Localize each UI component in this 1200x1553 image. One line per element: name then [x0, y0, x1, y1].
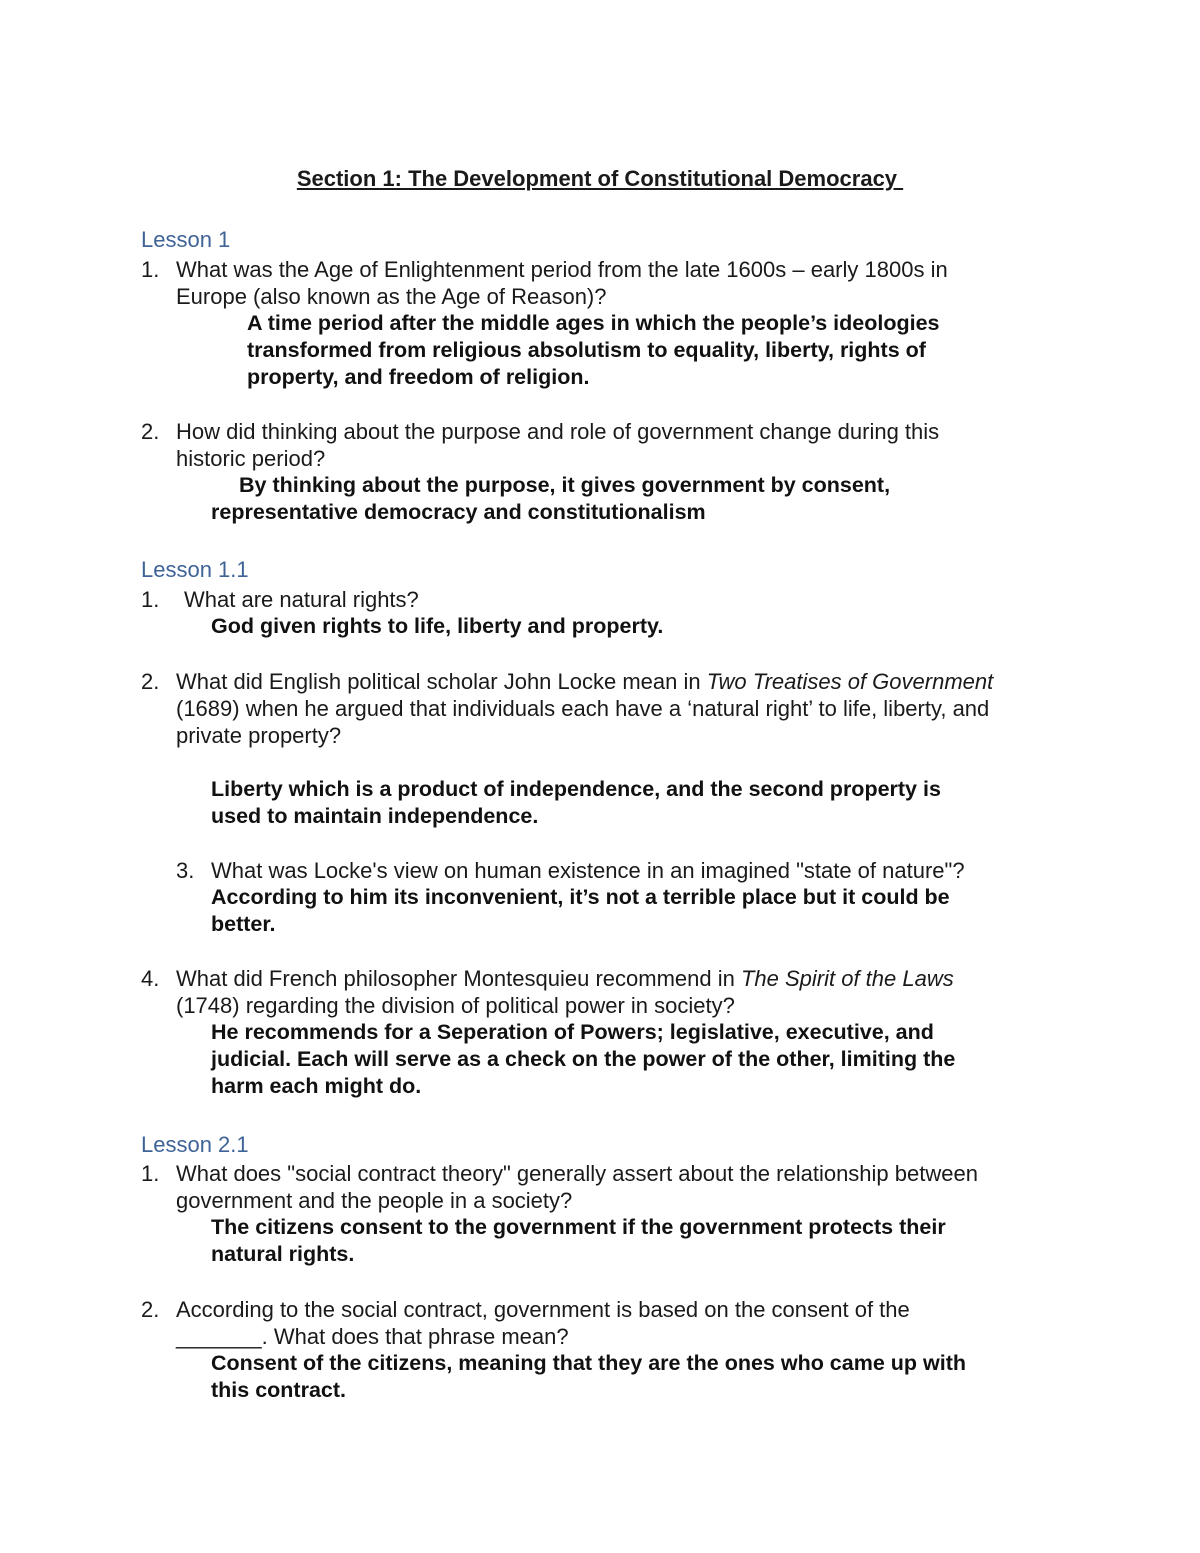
lesson-heading: Lesson 2.1 — [141, 1132, 249, 1157]
question-text: historic period? — [176, 446, 326, 471]
question-number: 3. — [176, 858, 195, 883]
question-text-part: What did English political scholar John Locke mean in — [176, 669, 707, 694]
answer-text: property, and freedom of religion. — [247, 365, 590, 389]
question-text: Europe (also known as the Age of Reason)? — [176, 284, 607, 309]
answer-text: this contract. — [211, 1378, 346, 1402]
question-text: private property? — [176, 723, 342, 748]
question-text: How did thinking about the purpose and role of government change during this — [176, 419, 940, 444]
question-number: 1. — [141, 1161, 160, 1186]
answer-text: By thinking about the purpose, it gives government by consent, — [239, 473, 891, 497]
answer-text: judicial. Each will serve as a check on the power of the other, limiting the — [211, 1047, 956, 1071]
answer-text: He recommends for a Seperation of Powers; legislative, executive, and — [211, 1020, 934, 1044]
answer-text: Consent of the citizens, meaning that they are the ones who came up with — [211, 1351, 966, 1375]
question-number: 2. — [141, 1297, 160, 1322]
answer-text: The citizens consent to the government if the government protects their — [211, 1215, 946, 1239]
lesson-heading: Lesson 1 — [141, 227, 231, 252]
answer-text: used to maintain independence. — [211, 804, 539, 828]
page-title: Section 1: The Development of Constitutional Democracy — [296, 166, 904, 191]
question-text: According to the social contract, government is based on the consent of the — [176, 1297, 910, 1322]
answer-text: transformed from religious absolutism to equality, liberty, rights of — [247, 338, 926, 362]
question-text-part: What did French philosopher Montesquieu recommend in — [176, 966, 741, 991]
answer-text: God given rights to life, liberty and property. — [211, 614, 664, 638]
question-number: 1. — [141, 257, 160, 282]
answer-text: A time period after the middle ages in which the people’s ideologies — [247, 311, 940, 335]
question-text: government and the people in a society? — [176, 1188, 573, 1213]
question-text: (1689) when he argued that individuals each have a ‘natural right’ to life, liberty, and — [176, 696, 990, 721]
answer-text: Liberty which is a product of independence, and the second property is — [211, 777, 941, 801]
question-number: 1. — [141, 587, 160, 612]
question-text: _______. What does that phrase mean? — [176, 1324, 569, 1349]
question-number: 2. — [141, 419, 160, 444]
question-text: What are natural rights? — [184, 587, 419, 612]
lesson-heading: Lesson 1.1 — [141, 557, 249, 582]
question-text: What was the Age of Enlightenment period from the late 1600s – early 1800s in — [176, 257, 948, 282]
answer-text: harm each might do. — [211, 1074, 422, 1098]
answer-text: According to him its inconvenient, it’s not a terrible place but it could be — [211, 885, 950, 909]
question-number: 4. — [141, 966, 160, 991]
question-text: What does "social contract theory" generally assert about the relationship between — [176, 1161, 978, 1186]
answer-text: natural rights. — [211, 1242, 355, 1266]
book-title: Two Treatises of Government — [706, 669, 994, 694]
question-number: 2. — [141, 669, 160, 694]
question-text: What was Locke's view on human existence in an imagined "state of nature"? — [211, 858, 965, 883]
question-text — [176, 668, 993, 695]
answer-text: representative democracy and constitutionalism — [211, 500, 706, 524]
answer-text: better. — [211, 912, 276, 936]
question-text: (1748) regarding the division of political power in society? — [176, 993, 735, 1018]
question-text — [176, 965, 954, 992]
book-title: The Spirit of the Laws — [740, 966, 954, 991]
